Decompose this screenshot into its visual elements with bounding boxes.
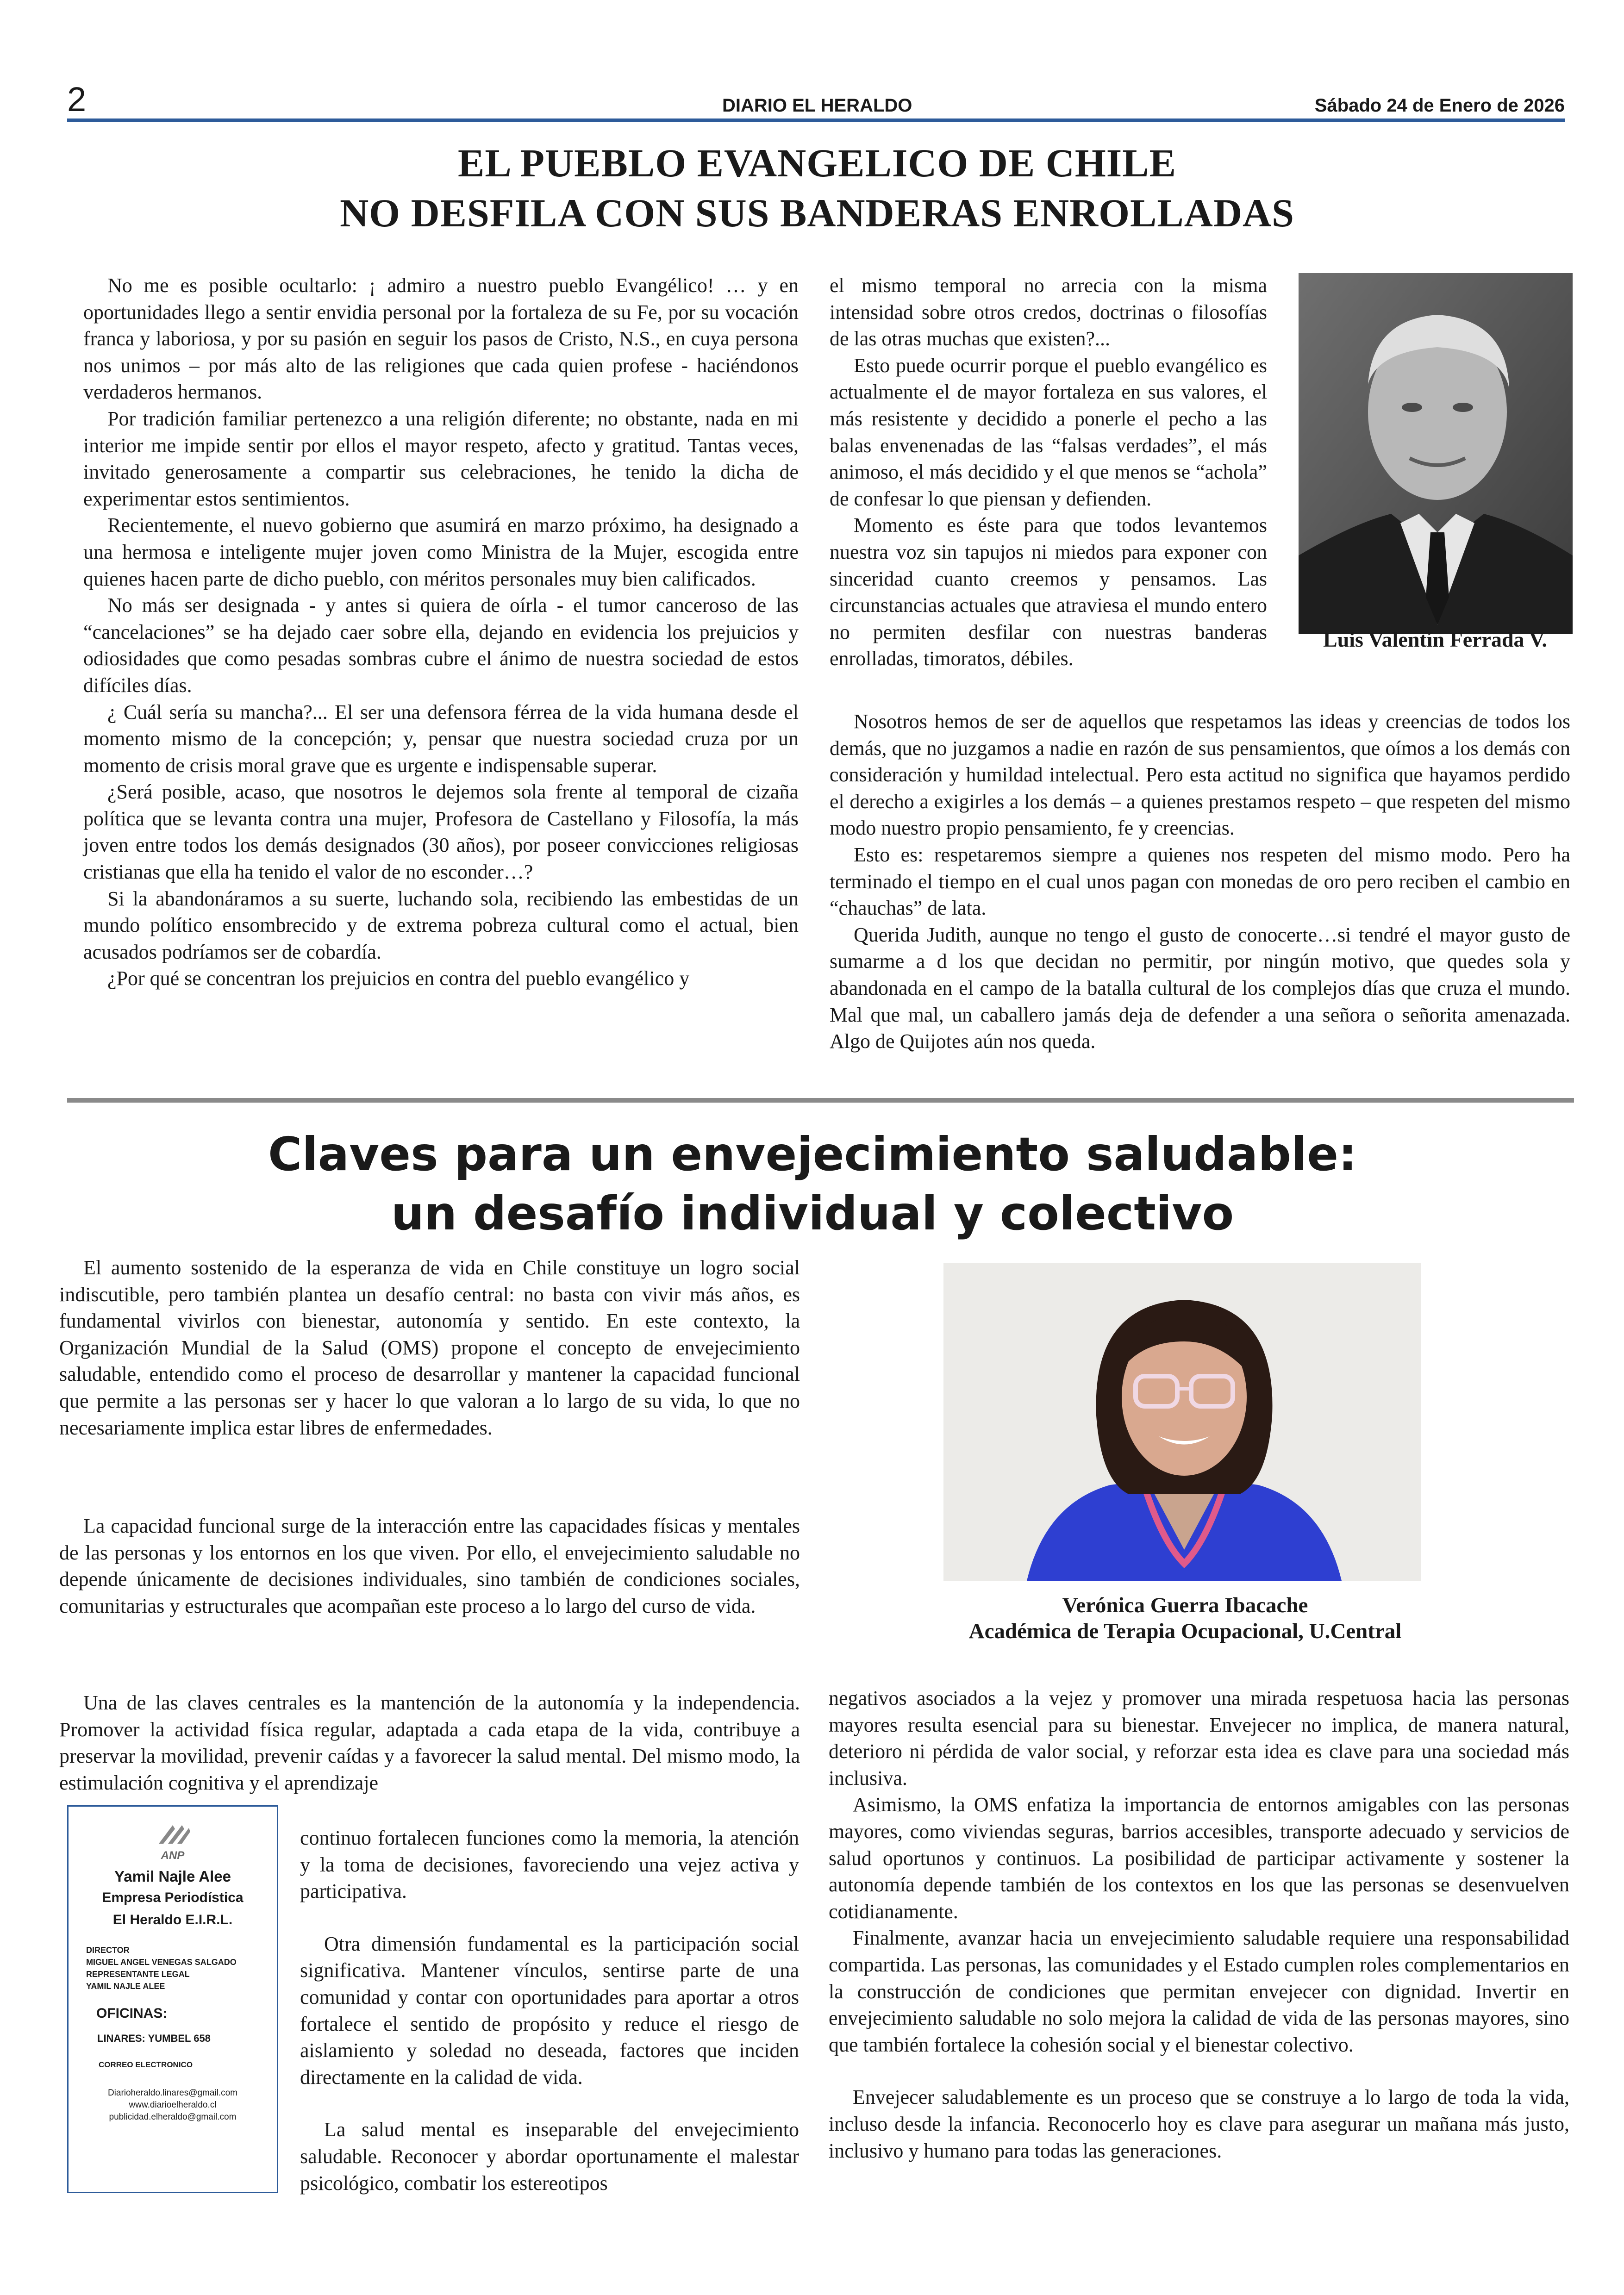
- article1-paragraph: Esto es: respetaremos siempre a quienes nos respeten del mismo modo. Pero ha terminado el tiempo en el cual unos pagan con monedas de oro pero reciben el cambio en “chauchas” de lata.: [830, 843, 1570, 920]
- article2-intro: [59, 1254, 800, 1441]
- article1-title: [93, 138, 1542, 238]
- info-email-label: CORREO ELECTRONICO: [99, 2060, 193, 2069]
- info-director-name: MIGUEL ANGEL VENEGAS SALGADO: [86, 1958, 237, 1967]
- article2-paragraph: La capacidad funcional surge de la interacción entre las capacidades físicas y mentales de las personas y los entornos en los que viven. Por ello, el envejecimiento saludable no depende únicamente de decisiones individuales, sino también de condiciones sociales, comunitarias y estructurales que acompañan este proceso a lo largo del curso de vida.: [59, 1515, 800, 1617]
- info-offices-address: LINARES: YUMBEL 658: [97, 2033, 211, 2044]
- info-owner: Yamil Najle Alee: [114, 1868, 231, 1885]
- article2-column-right: [829, 1685, 1569, 2164]
- author-caption-article1: Luis Valentín Ferrada V.: [1323, 628, 1547, 651]
- author-role: Académica de Terapia Ocupacional, U.Central: [968, 1619, 1402, 1643]
- article1-title-line1: EL PUEBLO EVANGELICO DE CHILE: [458, 141, 1176, 185]
- anp-logo-text: ANP: [161, 1849, 185, 1862]
- info-legal-name: YAMIL NAJLE ALEE: [86, 1982, 165, 1991]
- article1-paragraph: No me es posible ocultarlo: ¡ admiro a nuestro pueblo Evangélico! … y en oportunidades llego a sentir envidia personal por la fortaleza de su Fe, por su vocación franca y laboriosa, y por su pasión en seguir los pasos de Cristo, N.S., en cuya persona nos unimos – por más alto de las religiones que cada quien profese - haciéndonos verdaderos hermanos.: [83, 274, 799, 404]
- article2-paragraph: Una de las claves centrales es la mantención de la autonomía y la independencia. Promover la actividad física regular, adaptada a cada etapa de la vida, contribuye a preservar la movilidad, prevenir caídas y a favorecer la salud mental. Del mismo modo, la estimulación cognitiva y el aprendizaje: [59, 1691, 800, 1794]
- article2-title-line1: Claves para un envejecimiento saludable:: [268, 1127, 1357, 1181]
- article1-column-2-wide: [830, 708, 1570, 1055]
- article1-paragraph: Si la abandonáramos a su suerte, luchando sola, recibiendo las embestidas de un mundo político ensombrecido y de extrema pobreza cultural como el actual, bien acusados podríamos ser de cobardía.: [83, 887, 799, 963]
- article1-column-1: [83, 272, 799, 992]
- article1-paragraph: Momento es éste para que todos levantemos nuestra voz sin tapujos ni miedos para exponer con sinceridad cuanto creemos y pensamos. Las circunstancias actuales que atraviesa el mundo entero no permiten desfilar con nuestras banderas enrolladas, timoratos, débiles.: [830, 514, 1267, 670]
- article2-paragraph: Asimismo, la OMS enfatiza la importancia de entornos amigables con las personas mayores, como viviendas seguras, barrios accesibles, transporte adecuado y servicios de salud oportunos y continuos. La posibilidad de participar activamente y sostener la autonomía depende también de los contextos en los que las personas se desenvuelven cotidianamente.: [829, 1793, 1569, 1923]
- author-photo-veronica-guerra: [943, 1263, 1421, 1581]
- article1-paragraph: Esto puede ocurrir porque el pueblo evangélico es actualmente el de mayor fortaleza en sus valores, el más resistente y decidido a ponerle el pecho a las balas envenenadas de las “falsas verdades”, el más animoso, el más decidido y el que menos se “achola” de confesar lo que piensan y defienden.: [830, 354, 1267, 510]
- info-director-label: DIRECTOR: [86, 1946, 130, 1955]
- article2-paragraph: Envejecer saludablemente es un proceso que se construye a lo largo de toda la vida, incluso desde la infancia. Reconocerlo hoy es clave para asegurar un mañana más justo, inclusivo y humano para todas las generaciones.: [829, 2086, 1569, 2162]
- article1-paragraph: ¿Será posible, acaso, que nosotros le dejemos sola frente al temporal de cizaña política que se levanta contra una mujer, Profesora de Castellano y Filosofía, la más joven entre todos los demás designados (30 años), por poseer convicciones religiosas cristianas que ella ha tenido el valor de no esconder…?: [83, 780, 799, 884]
- article1-paragraph: el mismo temporal no arrecia con la misma intensidad sobre otros credos, doctrinas o filosofías de las otras muchas que existen?...: [830, 274, 1267, 350]
- author-name: Verónica Guerra Ibacache: [1062, 1593, 1308, 1617]
- masthead: DIARIO EL HERALDO: [722, 95, 912, 116]
- article2-title-line2: un desafío individual y colectivo: [391, 1186, 1234, 1241]
- article2-paragraph-2: [59, 1513, 800, 1619]
- publisher-info-box: [67, 1805, 278, 2193]
- author-photo-luis-ferrada: [1299, 273, 1573, 634]
- article1-title-line2: NO DESFILA CON SUS BANDERAS ENROLLADAS: [340, 191, 1294, 235]
- article2-paragraph-3: [59, 1690, 800, 1796]
- article2-paragraph: continuo fortalecen funciones como la memoria, la atención y la toma de decisiones, favoreciendo una vejez activa y participativa.: [300, 1827, 799, 1903]
- header-rule: [67, 118, 1565, 122]
- info-company-2: El Heraldo E.I.R.L.: [112, 1912, 233, 1927]
- article1-paragraph: ¿ Cuál sería su mancha?... El ser una defensora férrea de la vida humana desde el momento mismo de la concepción; y, pensar que nuestra sociedad cruza por un momento de crisis moral grave que es urgente e indispensable superar.: [83, 700, 799, 777]
- article1-paragraph: Nosotros hemos de ser de aquellos que respetamos las ideas y creencias de todos los demás, que no juzgamos a nadie en razón de sus pensamientos, que oímos a los demás con consideración y humildad intelectual. Pero esta actitud no significa que hayamos perdido el derecho a exigirles a los demás – a quienes prestamos respeto – que respeten del mismo modo nuestro propio pensamiento, fe y creencias.: [830, 710, 1570, 840]
- article1-paragraph: Por tradición familiar pertenezco a una religión diferente; no obstante, nada en mi interior me impide sentir por ellos el mayor respeto, afecto y gratitud. Tantas veces, invitado generosamente a compartir sus celebraciones, he tenido la dicha de experimentar estos sentimientos.: [83, 407, 799, 510]
- section-divider: [67, 1098, 1574, 1103]
- page-number: 2: [67, 80, 87, 118]
- article2-paragraph: negativos asociados a la vejez y promover una mirada respetuosa hacia las personas mayores resulta esencial para su bienestar. Envejecer no implica, de manera natural, deterioro ni pérdida de valor social, y reforzar esta idea es clave para una sociedad más inclusiva.: [829, 1687, 1569, 1790]
- article2-paragraph: El aumento sostenido de la esperanza de vida en Chile constituye un logro social indiscutible, pero también plantea un desafío central: no basta con vivir más años, es fundamental vivirlos con bienestar, autonomía y sentido. En este contexto, la Organización Mundial de la Salud (OMS) propone el concepto de envejecimiento saludable, entendido como el proceso de desarrollar y mantener la capacidad funcional que permite a las personas ser y hacer lo que valoran a lo largo de su vida, lo que no necesariamente implica estar libres de enfermedades.: [59, 1256, 800, 1439]
- info-legal-label: REPRESENTANTE LEGAL: [86, 1970, 190, 1979]
- info-email-1[interactable]: Diarioheraldo.linares@gmail.com: [107, 2088, 238, 2098]
- article2-column-middle: [300, 1825, 799, 2196]
- info-email-2[interactable]: publicidad.elheraldo@gmail.com: [109, 2112, 237, 2122]
- anp-logo-icon: [150, 1821, 196, 1848]
- info-company-1: Empresa Periodística: [102, 1890, 244, 1905]
- article1-column-2: [830, 272, 1267, 672]
- issue-date: Sábado 24 de Enero de 2026: [1314, 95, 1565, 116]
- article1-paragraph: ¿Por qué se concentran los prejuicios en contra del pueblo evangélico y: [107, 967, 690, 990]
- article1-paragraph: Querida Judith, aunque no tengo el gusto de conocerte…si tendré el mayor gusto de sumarme a d los que decidan no permitir, por ningún motivo, que quedes sola y abandonada en el campo de la batalla cultural de los complejos días que cruza el mundo. Mal que mal, un caballero jamás deja de defender a una señora o señorita amenazada. Algo de Quijotes aún nos queda.: [830, 923, 1570, 1053]
- article2-paragraph: Otra dimensión fundamental es la participación social significativa. Mantener vínculos, sentirse parte de una comunidad y contar con oportunidades para aportar a otros fortalece el sentido de propósito y reduce el riesgo de aislamiento y soledad no deseada, factores que inciden directamente en la calidad de vida.: [300, 1932, 799, 2089]
- info-website[interactable]: www.diarioelheraldo.cl: [129, 2100, 217, 2110]
- article2-paragraph: La salud mental es inseparable del envejecimiento saludable. Reconocer y abordar oportunamente el malestar psicológico, combatir los estereotipos: [300, 2118, 799, 2195]
- author-caption-article2: [907, 1592, 1463, 1644]
- article1-paragraph: No más ser designada - y antes si quiera de oírla - el tumor canceroso de las “cancelaciones” se ha dejado caer sobre ella, dejando en evidencia los prejuicios y odiosidades que como pesadas sombras cubre el ánimo de nuestra sociedad de estos difíciles días.: [83, 594, 799, 697]
- info-offices-label: OFICINAS:: [96, 2006, 168, 2021]
- article2-paragraph: Finalmente, avanzar hacia un envejecimiento saludable requiere una responsabilidad compartida. Las personas, las comunidades y el Estado cumplen roles complementarios en la construcción de condiciones que permitan envejecer con dignidad. Invertir en envejecimiento saludable no solo mejora la calidad de vida de las personas mayores, sino que también fortalece la cohesión social y el bienestar colectivo.: [829, 1927, 1569, 2056]
- article1-paragraph: Recientemente, el nuevo gobierno que asumirá en marzo próximo, ha designado a una hermosa e inteligente mujer joven como Ministra de la Mujer, escogida entre quienes hacen parte de dicho pueblo, con méritos personales muy bien calificados.: [83, 514, 799, 590]
- article2-title: [69, 1125, 1555, 1243]
